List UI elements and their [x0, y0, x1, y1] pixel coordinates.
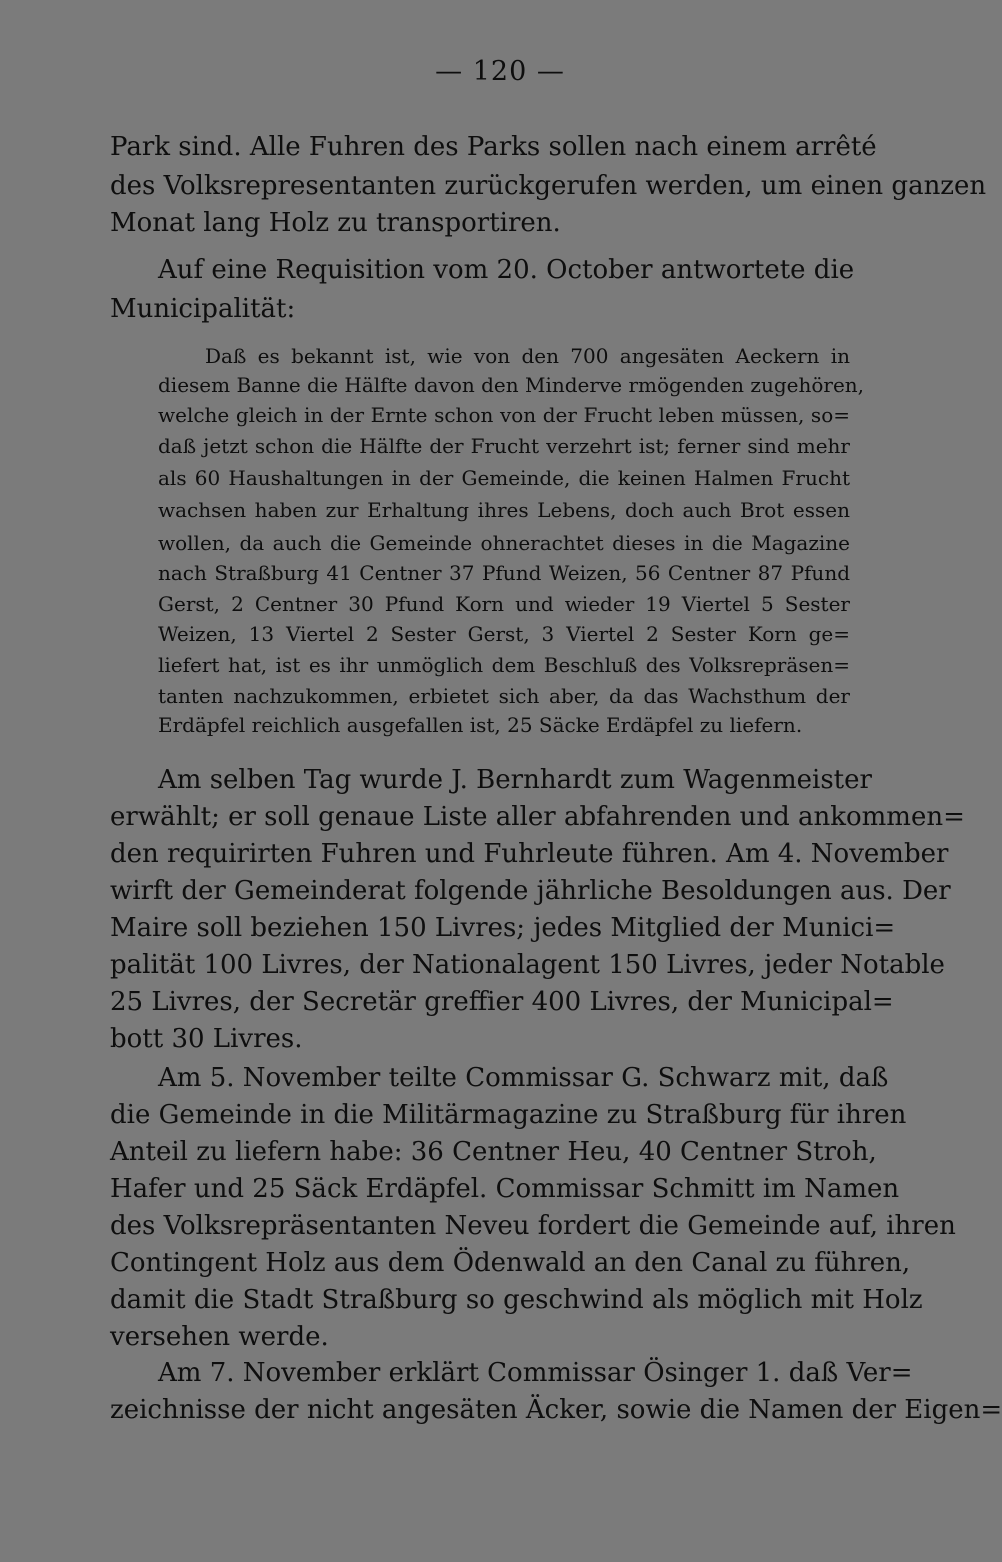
- page-number: — 120 —: [435, 56, 565, 87]
- text-line: Am selben Tag wurde J. Bernhardt zum Wagenmeister: [158, 765, 872, 795]
- text-line: den requirirten Fuhren und Fuhrleute führen. Am 4. November: [110, 839, 949, 869]
- quote-line: tanten nachzukommen, erbietet sich aber, da das Wachsthum der: [158, 684, 850, 708]
- text-line: damit die Stadt Straßburg so geschwind als möglich mit Holz: [110, 1285, 923, 1315]
- text-line: Contingent Holz aus dem Ödenwald an den Canal zu führen,: [110, 1248, 911, 1278]
- quote-line: nach Straßburg 41 Centner 37 Pfund Weizen, 56 Centner 87 Pfund: [158, 561, 850, 585]
- text-line: wirft der Gemeinderat folgende jährliche Besoldungen aus. Der: [110, 876, 951, 906]
- text-line: Am 7. November erklärt Commissar Ösinger 1. daß Ver=: [158, 1358, 913, 1388]
- text-line: Hafer und 25 Säck Erdäpfel. Commissar Schmitt im Namen: [110, 1174, 900, 1204]
- quote-line: wollen, da auch die Gemeinde ohnerachtet dieses in die Magazine: [158, 531, 850, 555]
- quote-line: Erdäpfel reichlich ausgefallen ist, 25 Säcke Erdäpfel zu liefern.: [158, 713, 803, 737]
- text-line: des Volksrepresentanten zurückgerufen werden, um einen ganzen: [110, 171, 987, 201]
- quote-line: Daß es bekannt ist, wie von den 700 angesäten Aeckern in: [205, 344, 850, 368]
- text-line: bott 30 Livres.: [110, 1024, 303, 1054]
- text-line: erwählt; er soll genaue Liste aller abfahrenden und ankommen=: [110, 802, 965, 832]
- text-line: Park sind. Alle Fuhren des Parks sollen nach einem arrêté: [110, 132, 877, 162]
- text-line: Municipalität:: [110, 294, 296, 324]
- text-line: palität 100 Livres, der Nationalagent 150 Livres, jeder Notable: [110, 950, 945, 980]
- quote-line: wachsen haben zur Erhaltung ihres Lebens, doch auch Brot essen: [158, 498, 850, 522]
- text-line: des Volksrepräsentanten Neveu fordert die Gemeinde auf, ihren: [110, 1211, 956, 1241]
- quote-line: daß jetzt schon die Hälfte der Frucht verzehrt ist; ferner sind mehr: [158, 434, 850, 458]
- quote-line: diesem Banne die Hälfte davon den Minderve rmögenden zugehören,: [158, 373, 865, 397]
- quote-line: Gerst, 2 Centner 30 Pfund Korn und wieder 19 Viertel 5 Sester: [158, 592, 850, 616]
- text-line: zeichnisse der nicht angesäten Äcker, sowie die Namen der Eigen=: [110, 1395, 1002, 1425]
- text-line: Am 5. November teilte Commissar G. Schwarz mit, daß: [158, 1063, 889, 1093]
- quote-line: liefert hat, ist es ihr unmöglich dem Beschluß des Volksrepräsen=: [158, 653, 850, 677]
- text-line: 25 Livres, der Secretär greffier 400 Livres, der Municipal=: [110, 987, 894, 1017]
- text-line: Anteil zu liefern habe: 36 Centner Heu, 40 Centner Stroh,: [110, 1137, 877, 1167]
- text-line: versehen werde.: [110, 1322, 329, 1352]
- text-line: Maire soll beziehen 150 Livres; jedes Mitglied der Munici=: [110, 913, 896, 943]
- text-line: Auf eine Requisition vom 20. October antwortete die: [158, 255, 855, 285]
- text-line: Monat lang Holz zu transportiren.: [110, 208, 561, 238]
- quote-line: Weizen, 13 Viertel 2 Sester Gerst, 3 Viertel 2 Sester Korn ge=: [158, 622, 850, 646]
- quote-line: als 60 Haushaltungen in der Gemeinde, die keinen Halmen Frucht: [158, 466, 850, 490]
- quote-line: welche gleich in der Ernte schon von der Frucht leben müssen, so=: [158, 403, 850, 427]
- text-line: die Gemeinde in die Militärmagazine zu Straßburg für ihren: [110, 1100, 907, 1130]
